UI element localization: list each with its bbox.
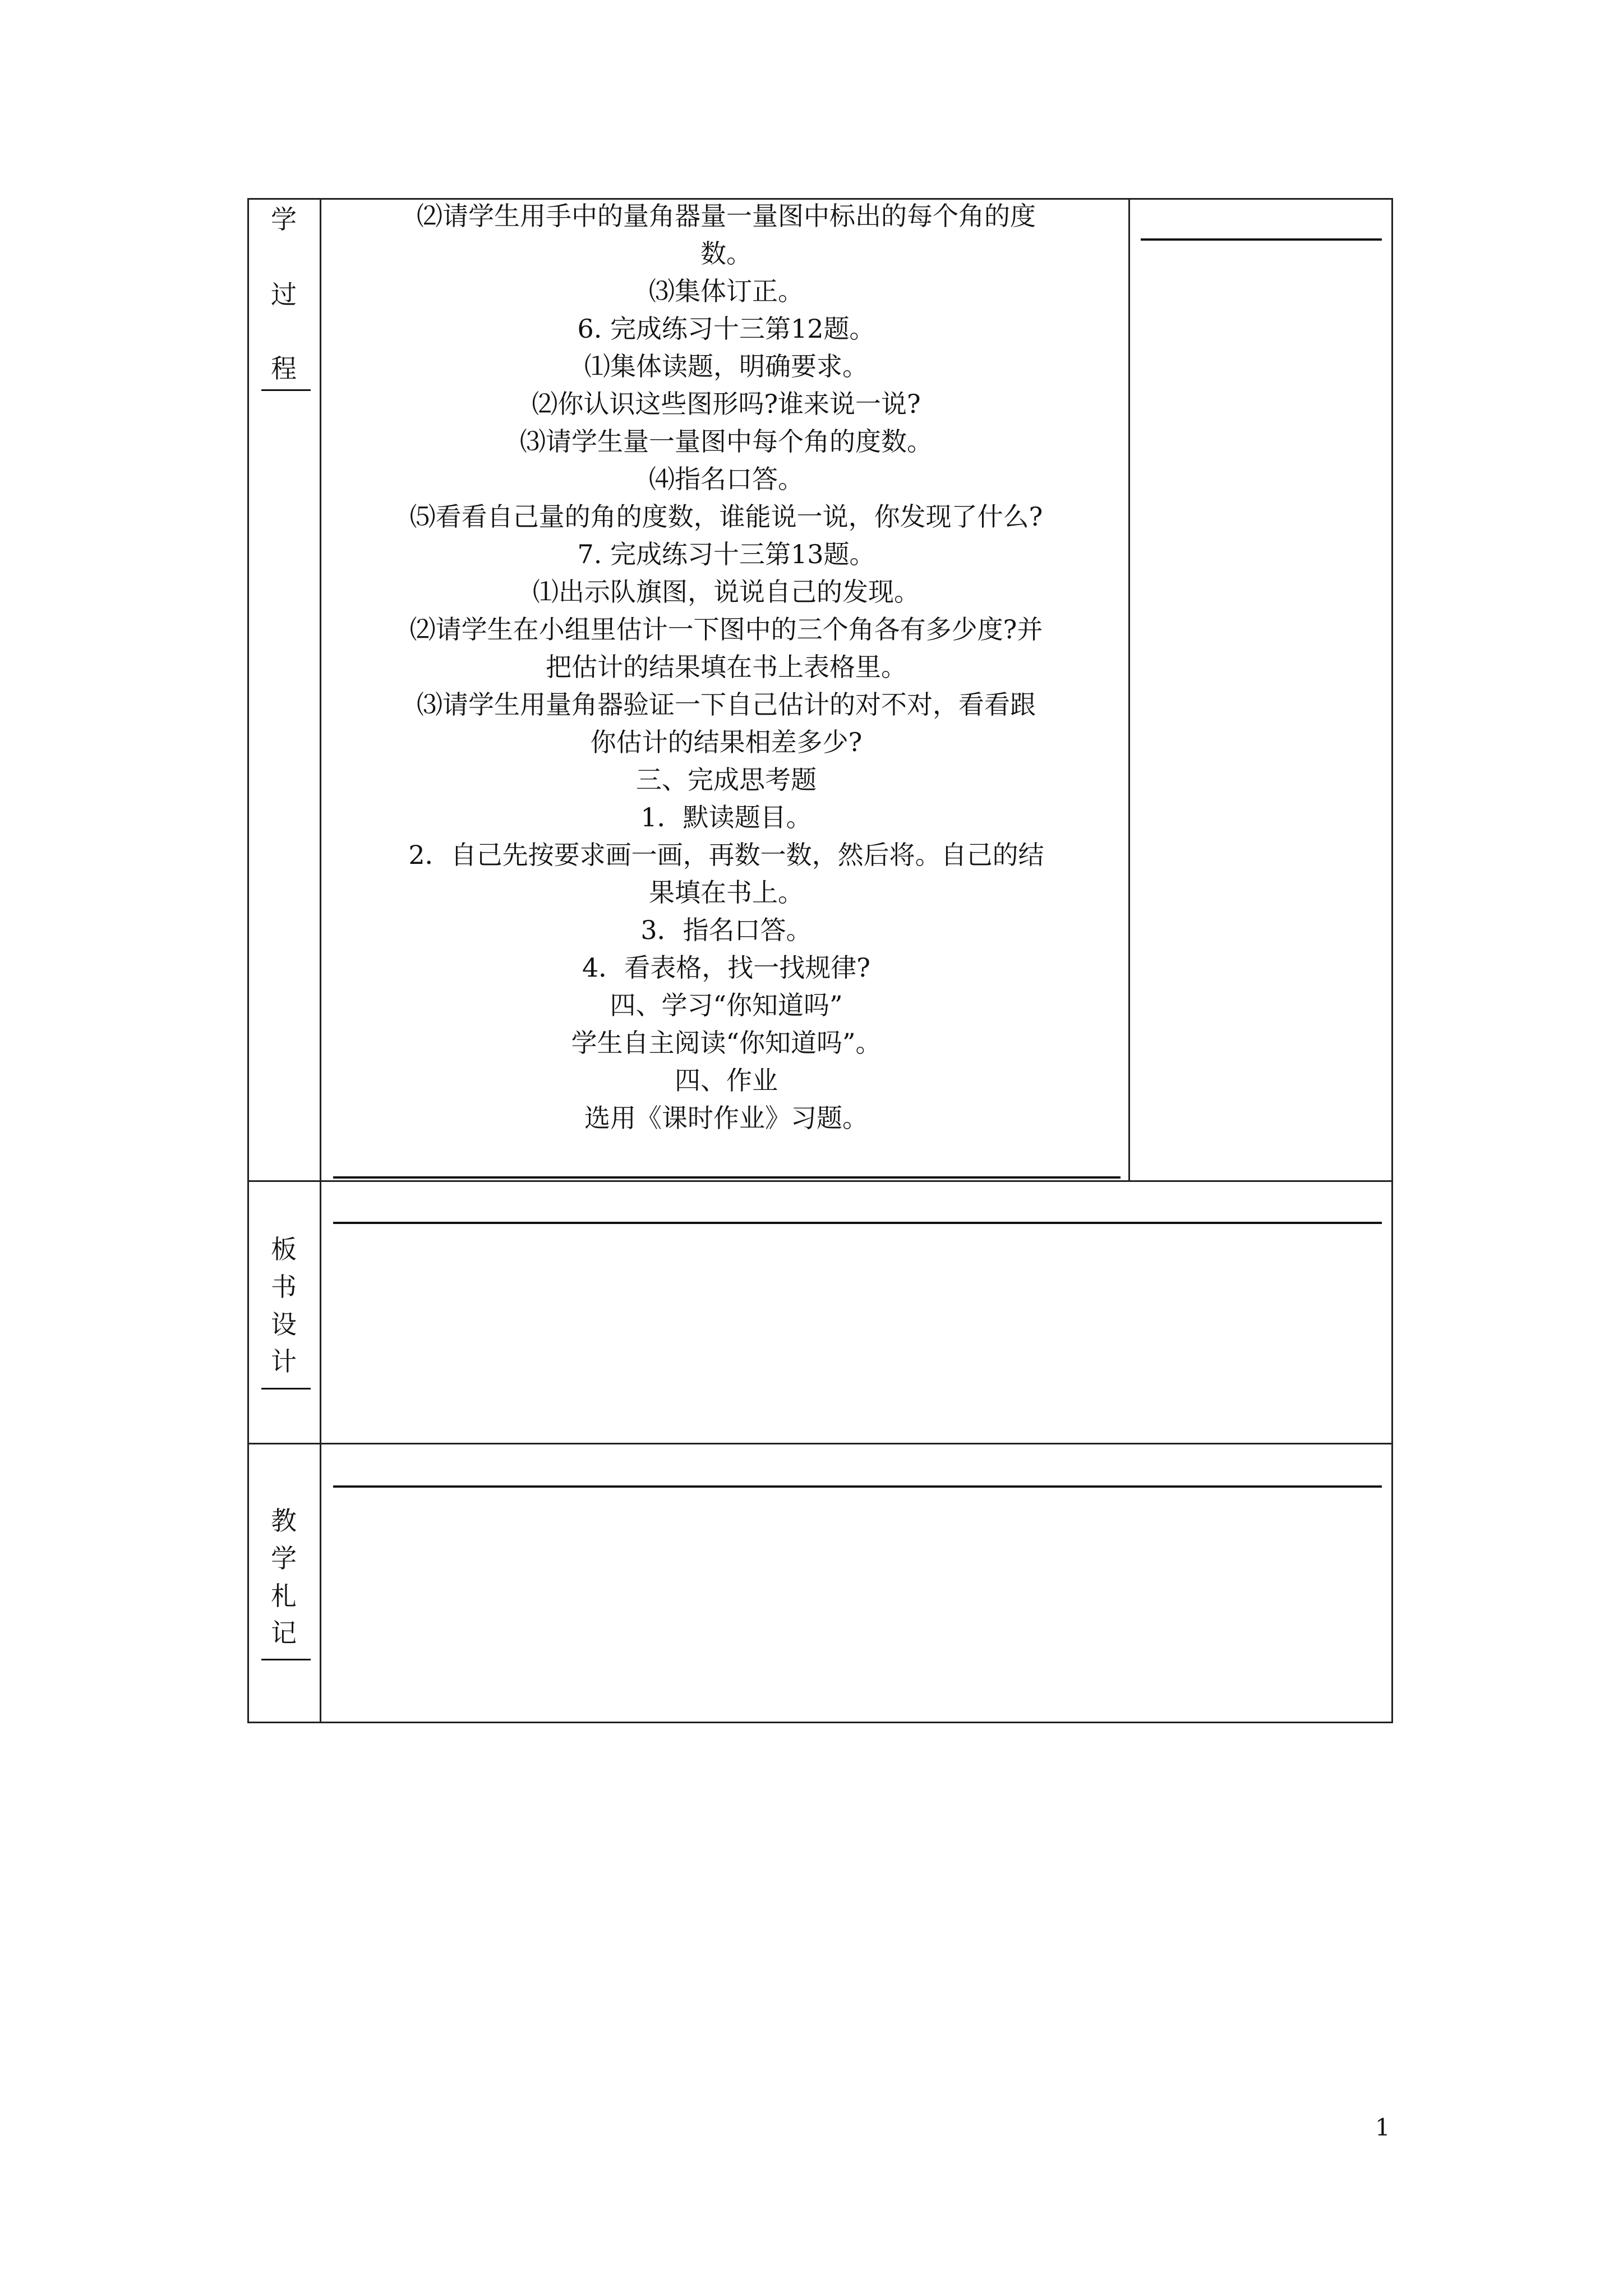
- row-label-char: 计: [271, 1346, 297, 1377]
- content-line: ⑶请学生用量角器验证一下自己估计的对不对，看看跟: [417, 689, 1036, 720]
- page-number: 1: [1375, 2114, 1390, 2141]
- content-line: ⑴出示队旗图，说说自己的发现。: [533, 577, 920, 607]
- row-label-char: 教: [271, 1506, 297, 1536]
- row-label-char: 学: [271, 1543, 297, 1573]
- content-line: ⑵请学生用手中的量角器量一量图中标出的每个角的度: [417, 201, 1036, 231]
- content-line: 4．看表格，找一找规律?: [582, 953, 870, 983]
- label-underline-notes: [261, 1659, 311, 1660]
- content-line: 3．指名口答。: [640, 915, 812, 945]
- content-line: 7. 完成练习十三第13题。: [577, 539, 875, 569]
- notes-column-underline: [1141, 238, 1382, 241]
- content-line: ⑴集体读题，明确要求。: [584, 351, 868, 381]
- content-line: 把估计的结果填在书上表格里。: [546, 652, 907, 682]
- content-line: 三、完成思考题: [636, 765, 817, 795]
- content-line: 选用《课时作业》习题。: [584, 1103, 868, 1133]
- row-label-char: 过: [271, 279, 297, 310]
- table-left-border: [247, 198, 249, 1723]
- row-divider-2: [247, 1443, 1393, 1444]
- content-line: ⑶请学生量一量图中每个角的度数。: [520, 426, 933, 457]
- row-label-char: 设: [271, 1309, 297, 1340]
- content-line: 学生自主阅读“你知道吗”。: [571, 1028, 882, 1058]
- content-line: 1．默读题目。: [640, 802, 812, 832]
- content-bottom-underline: [333, 1176, 1121, 1179]
- row-divider-1: [247, 1180, 1393, 1182]
- row-label-char: 程: [271, 353, 297, 384]
- content-line: 四、作业: [675, 1065, 778, 1096]
- table-right-border: [1391, 198, 1393, 1723]
- row-label-char: 书: [271, 1272, 297, 1302]
- content-line: ⑵请学生在小组里估计一下图中的三个角各有多少度?并: [409, 614, 1043, 645]
- content-line: 果填在书上。: [649, 877, 804, 908]
- label-underline-process: [261, 389, 311, 391]
- content-line: ⑸看看自己量的角的度数，谁能说一说，你发现了什么?: [409, 501, 1043, 532]
- teaching-process-content: [322, 197, 1130, 1137]
- table-bottom-border: [247, 1722, 1393, 1723]
- content-line: ⑷指名口答。: [649, 464, 804, 494]
- content-line: 数。: [700, 238, 752, 269]
- content-line: ⑵你认识这些图形吗?谁来说一说?: [532, 389, 921, 419]
- content-line: 你估计的结果相差多少?: [590, 727, 863, 757]
- content-line: 2．自己先按要求画一画，再数一数，然后将。自己的结: [408, 840, 1044, 870]
- row-label-char: 记: [271, 1618, 297, 1648]
- teaching-notes-underline: [333, 1485, 1382, 1488]
- row-label-char: 板: [271, 1234, 297, 1264]
- content-line: ⑶集体订正。: [649, 276, 804, 306]
- row-label-char: 札: [271, 1581, 297, 1611]
- row-label-char: 学: [271, 204, 297, 234]
- label-underline-board: [261, 1388, 311, 1389]
- content-line: 6. 完成练习十三第12题。: [577, 314, 875, 344]
- content-line: 四、学习“你知道吗”: [610, 990, 843, 1020]
- board-design-underline: [333, 1222, 1382, 1224]
- label-column-divider: [320, 198, 321, 1723]
